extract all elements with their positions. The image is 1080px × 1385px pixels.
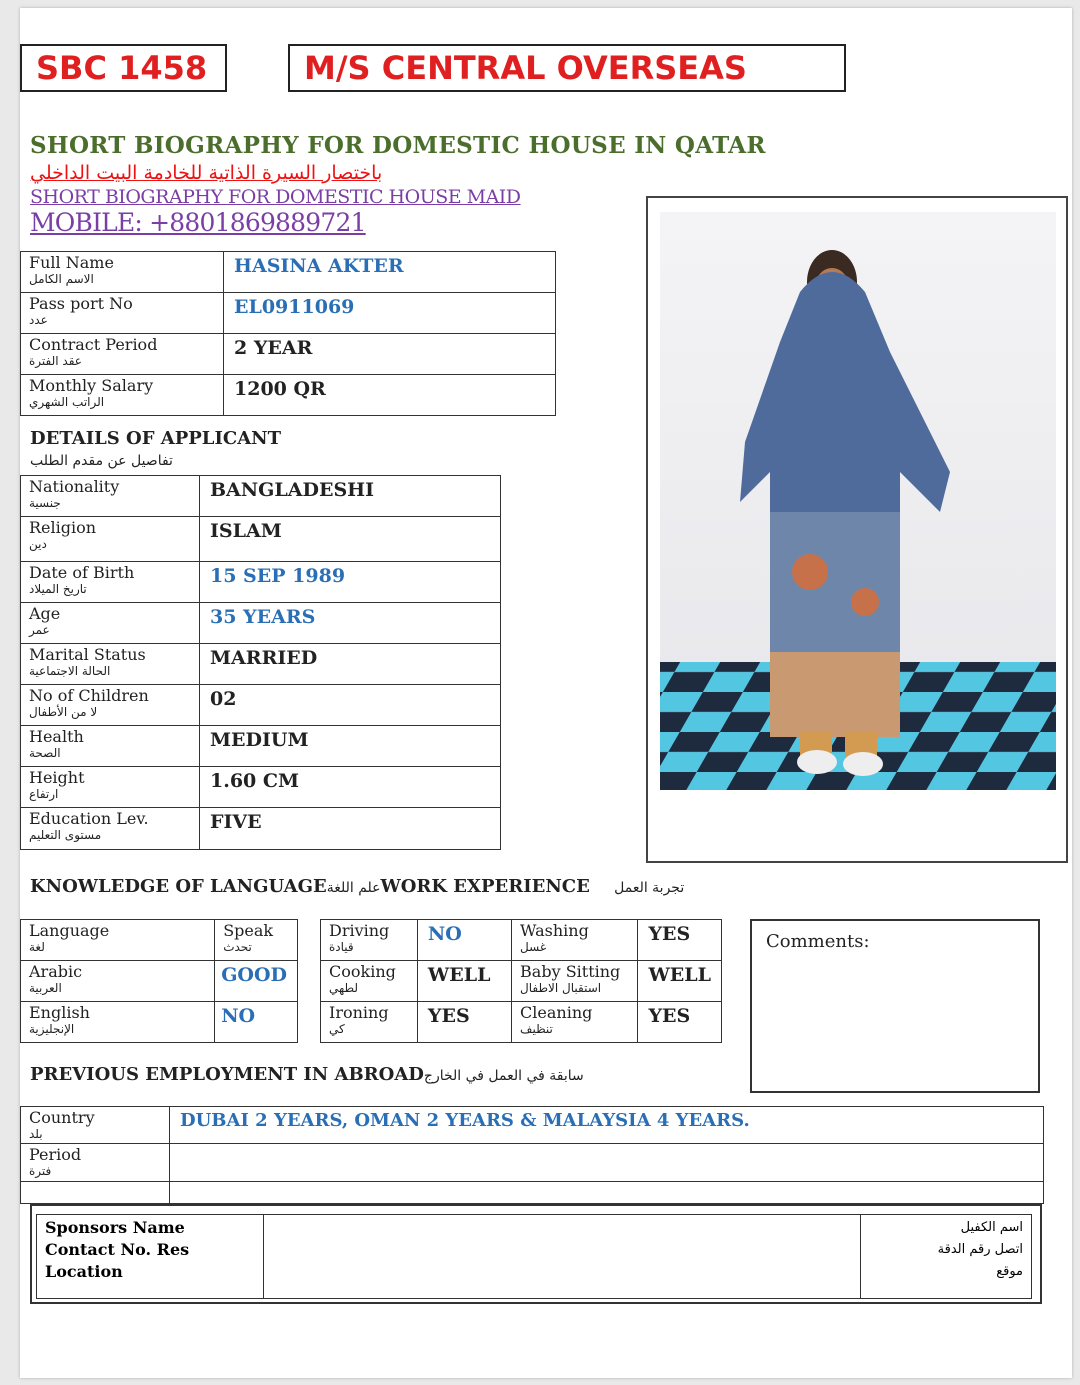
work-row <box>321 961 722 1002</box>
details-heading-arabic: تفاصيل عن مقدم الطلب <box>30 453 173 469</box>
details-row <box>21 517 501 562</box>
label-arabic: الصحة <box>29 746 61 760</box>
previous-employment-heading <box>30 1064 584 1085</box>
arabic-title: باختصار السيرة الذاتية للخادمة البيت الداخلي <box>30 162 383 184</box>
salary-value: 1200 QR <box>224 375 556 416</box>
knowledge-heading <box>30 876 684 897</box>
label-arabic: الإنجليزية <box>29 1022 75 1036</box>
applicant-photo <box>660 212 1056 790</box>
label-text: Marital Status <box>29 645 146 664</box>
previous-row-empty <box>21 1182 1044 1204</box>
details-label-cell <box>21 808 200 850</box>
label-text: Age <box>29 604 61 623</box>
language-row <box>21 961 298 1002</box>
label-arabic: الحالة الاجتماعية <box>29 664 111 678</box>
details-label-cell <box>21 517 200 562</box>
details-row <box>21 808 501 850</box>
basic-row <box>21 334 556 375</box>
education-value: FIVE <box>200 808 501 850</box>
country-label-cell <box>21 1107 170 1144</box>
label-arabic: غسل <box>520 940 547 954</box>
previous-employment-table <box>20 1106 1044 1204</box>
work-heading-arabic: تجربة العمل <box>614 880 685 896</box>
label-text: Health <box>29 727 84 746</box>
full-name-value: HASINA AKTER <box>224 252 556 293</box>
speak-col-header <box>215 920 298 961</box>
label-arabic: كي <box>329 1022 345 1036</box>
details-label-cell <box>21 644 200 685</box>
sub-title: SHORT BIOGRAPHY FOR DOMESTIC HOUSE MAID <box>30 186 521 208</box>
label-arabic: الراتب الشهري <box>29 395 105 409</box>
label-arabic: جنسية <box>29 496 61 510</box>
label-text: Country <box>29 1108 95 1127</box>
work-row <box>321 1002 722 1043</box>
label-arabic: لغة <box>29 940 45 954</box>
language-table <box>20 919 298 1043</box>
language-col-header <box>21 920 215 961</box>
details-heading-text: DETAILS OF APPLICANT <box>30 428 282 449</box>
sbc-code: SBC 1458 <box>36 49 208 87</box>
label-text: Religion <box>29 518 97 537</box>
sponsor-location-arabic: موقع <box>996 1264 1023 1279</box>
sponsor-name-label: Sponsors Name <box>45 1218 185 1237</box>
language-label-cell <box>21 961 215 1002</box>
label-text: Ironing <box>329 1003 389 1022</box>
comments-box <box>750 919 1040 1093</box>
details-label-cell <box>21 767 200 808</box>
sponsor-values-cell <box>264 1215 861 1299</box>
work-label-cell <box>321 1002 418 1043</box>
basic-row <box>21 375 556 416</box>
details-row <box>21 562 501 603</box>
label-arabic: لطهي <box>329 981 359 995</box>
work-heading-text: WORK EXPERIENCE <box>380 876 590 897</box>
label-arabic: لا من الأطفال <box>29 705 98 719</box>
label-arabic: تحدث <box>223 940 252 954</box>
label-text: Date of Birth <box>29 563 135 582</box>
sponsor-table <box>36 1214 1032 1299</box>
label-text: Speak <box>223 921 274 940</box>
agency-box <box>288 44 846 92</box>
details-row <box>21 685 501 726</box>
basic-label-cell <box>21 293 224 334</box>
age-value: 35 YEARS <box>200 603 501 644</box>
label-text: No of Children <box>29 686 149 705</box>
label-text: Education Lev. <box>29 809 149 828</box>
label-arabic: بلد <box>29 1127 43 1141</box>
label-text: English <box>29 1003 90 1022</box>
label-arabic: دين <box>29 537 47 551</box>
work-label-cell <box>321 920 418 961</box>
comments-label: Comments: <box>766 931 870 952</box>
basic-info-table <box>20 251 556 416</box>
driving-value: NO <box>417 920 511 961</box>
label-text: Height <box>29 768 85 787</box>
label-arabic: تنظيف <box>520 1022 553 1036</box>
country-value: DUBAI 2 YEARS, OMAN 2 YEARS & MALAYSIA 4 YEARS. <box>170 1107 1044 1144</box>
details-row <box>21 726 501 767</box>
basic-label-cell <box>21 252 224 293</box>
knowledge-heading-arabic: علم اللغة <box>326 880 381 896</box>
details-label-cell <box>21 685 200 726</box>
agency-name: M/S CENTRAL OVERSEAS <box>304 49 747 87</box>
children-value: 02 <box>200 685 501 726</box>
work-experience-table <box>320 919 722 1043</box>
washing-value: YES <box>638 920 722 961</box>
label-text: Period <box>29 1145 82 1164</box>
biodata-page <box>20 8 1072 1378</box>
details-table <box>20 475 501 850</box>
sponsor-box <box>30 1204 1042 1304</box>
sponsor-labels <box>37 1215 264 1299</box>
photo-frame <box>646 196 1068 863</box>
english-level: NO <box>215 1002 298 1043</box>
label-arabic: عدد <box>29 313 48 327</box>
mobile-number: MOBILE: +8801869889721 <box>30 208 366 237</box>
label-arabic: قيادة <box>329 940 354 954</box>
label-text: Monthly Salary <box>29 376 154 395</box>
work-label-cell <box>512 961 638 1002</box>
health-value: MEDIUM <box>200 726 501 767</box>
basic-label-cell <box>21 375 224 416</box>
period-value <box>170 1144 1044 1182</box>
basic-label-cell <box>21 334 224 375</box>
main-title: SHORT BIOGRAPHY FOR DOMESTIC HOUSE IN QATAR <box>30 132 766 159</box>
passport-value: EL0911069 <box>224 293 556 334</box>
marital-status-value: MARRIED <box>200 644 501 685</box>
label-text: Cooking <box>329 962 396 981</box>
work-label-cell <box>512 920 638 961</box>
applicant-photo-illustration <box>660 212 1056 790</box>
cooking-value: WELL <box>417 961 511 1002</box>
previous-row <box>21 1144 1044 1182</box>
details-row <box>21 603 501 644</box>
basic-row <box>21 252 556 293</box>
language-label-cell <box>21 1002 215 1043</box>
empty-cell <box>170 1182 1044 1204</box>
language-row <box>21 1002 298 1043</box>
ironing-value: YES <box>417 1002 511 1043</box>
label-text: Cleaning <box>520 1003 593 1022</box>
work-label-cell <box>321 961 418 1002</box>
details-label-cell <box>21 726 200 767</box>
details-row <box>21 767 501 808</box>
sponsor-arabic-labels <box>861 1215 1032 1299</box>
language-header-row <box>21 920 298 961</box>
label-text: Arabic <box>29 962 83 981</box>
label-text: Pass port No <box>29 294 133 313</box>
previous-heading-text: PREVIOUS EMPLOYMENT IN ABROAD <box>30 1064 424 1085</box>
previous-heading-arabic: سابقة في العمل في الخارج <box>423 1068 584 1084</box>
label-arabic: عقد الفترة <box>29 354 82 368</box>
label-text: Full Name <box>29 253 114 272</box>
label-text: Contract Period <box>29 335 158 354</box>
details-row <box>21 476 501 517</box>
previous-row <box>21 1107 1044 1144</box>
label-text: Driving <box>329 921 390 940</box>
empty-cell <box>21 1182 170 1204</box>
sbc-code-box <box>20 44 227 92</box>
cleaning-value: YES <box>638 1002 722 1043</box>
details-label-cell <box>21 562 200 603</box>
knowledge-heading-text: KNOWLEDGE OF LANGUAGE <box>30 876 327 897</box>
contract-period-value: 2 YEAR <box>224 334 556 375</box>
period-label-cell <box>21 1144 170 1182</box>
label-arabic: ارتفاع <box>29 787 59 801</box>
label-arabic: مستوى التعليم <box>29 828 102 842</box>
dob-value: 15 SEP 1989 <box>200 562 501 603</box>
work-row <box>321 920 722 961</box>
details-row <box>21 644 501 685</box>
work-label-cell <box>512 1002 638 1043</box>
basic-row <box>21 293 556 334</box>
label-arabic: العربية <box>29 981 62 995</box>
label-text: Baby Sitting <box>520 962 621 981</box>
details-label-cell <box>21 603 200 644</box>
label-text: Language <box>29 921 110 940</box>
label-text: Washing <box>520 921 589 940</box>
sponsor-location-label: Location <box>45 1262 123 1281</box>
sponsor-name-arabic: اسم الكفيل <box>960 1220 1023 1235</box>
arabic-level: GOOD <box>215 961 298 1002</box>
details-heading <box>30 428 281 470</box>
baby-sitting-value: WELL <box>638 961 722 1002</box>
label-arabic: استقبال الاطفال <box>520 981 602 995</box>
label-arabic: الاسم الكامل <box>29 272 94 286</box>
nationality-value: BANGLADESHI <box>200 476 501 517</box>
sponsor-row <box>37 1215 1032 1299</box>
label-arabic: تاريخ الميلاد <box>29 582 87 596</box>
label-arabic: فترة <box>29 1164 52 1178</box>
label-arabic: عمر <box>29 623 50 637</box>
details-label-cell <box>21 476 200 517</box>
religion-value: ISLAM <box>200 517 501 562</box>
label-text: Nationality <box>29 477 120 496</box>
sponsor-contact-arabic: اتصل رقم الدقة <box>937 1242 1023 1257</box>
height-value: 1.60 CM <box>200 767 501 808</box>
sponsor-contact-label: Contact No. Res <box>45 1240 190 1259</box>
